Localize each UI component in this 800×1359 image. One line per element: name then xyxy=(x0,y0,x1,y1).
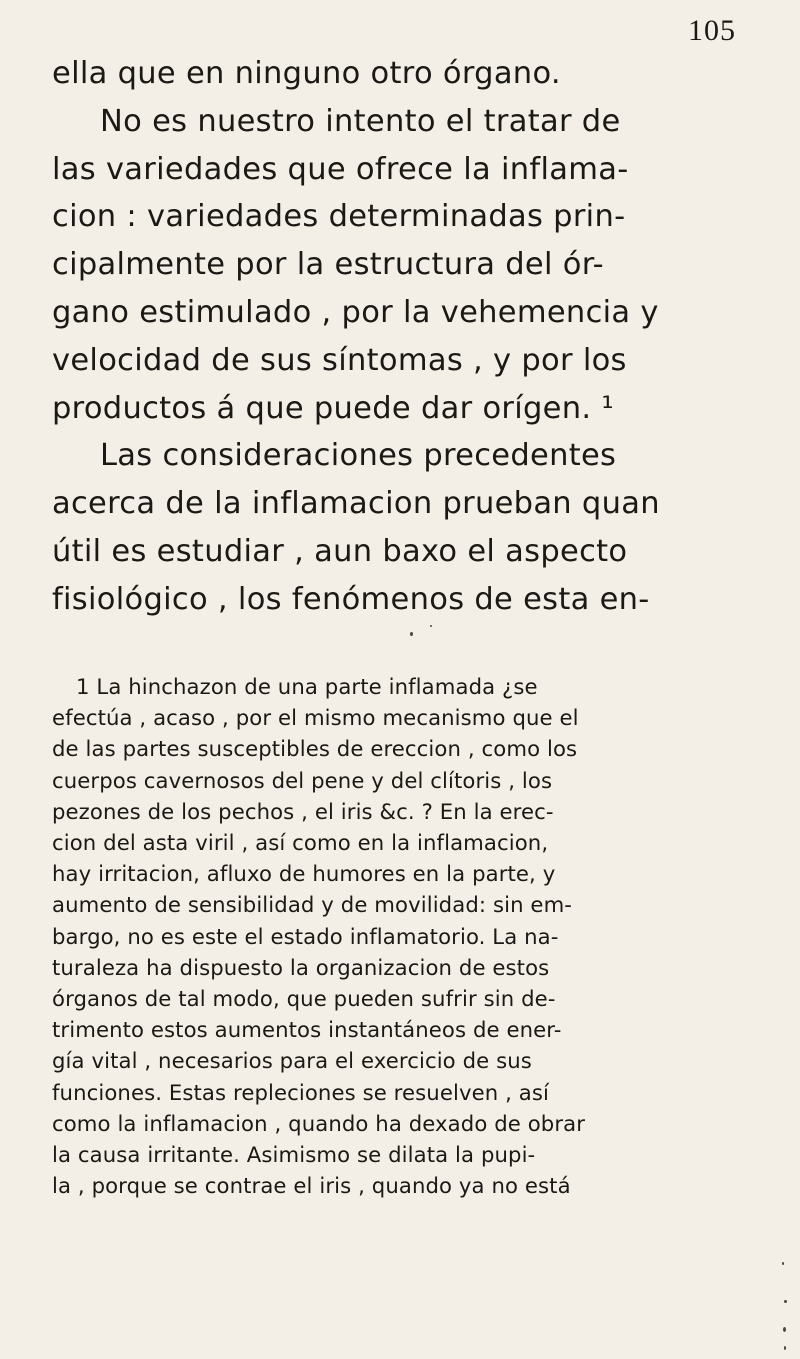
footnote-line: bargo, no es este el estado inflamatorio. La na- xyxy=(52,923,559,949)
ink-speck xyxy=(784,1300,787,1303)
ink-speck xyxy=(784,1346,786,1350)
footnote-line: cion del asta viril , así como en la inflamacion, xyxy=(52,830,549,856)
text-line: ella que en ninguno otro órgano. xyxy=(52,56,561,91)
ink-speck xyxy=(783,1327,786,1332)
text-line: acerca de la inflamacion prueban quan xyxy=(52,486,660,522)
footnote-line: pezones de los pechos , el iris &c. ? En la erec- xyxy=(52,798,554,824)
footnote-line: de las partes susceptibles de ereccion , como los xyxy=(52,736,578,762)
page-number: 105 xyxy=(688,14,736,47)
footnote-line: hay irritacion, afluxo de humores en la parte, y xyxy=(52,861,556,887)
text-line: gano estimulado , por la vehemencia y xyxy=(52,294,659,330)
footnote xyxy=(52,671,767,1201)
text-line: útil es estudiar , aun baxo el aspecto xyxy=(52,533,628,569)
footnote-line: aumento de sensibilidad y de movilidad: sin em- xyxy=(52,892,573,918)
footnote-line: trimento estos aumentos instantáneos de ener- xyxy=(52,1017,562,1043)
text-line: las variedades que ofrece la inflama- xyxy=(52,151,629,187)
text-line: cion : variedades determinadas prin- xyxy=(52,199,626,235)
footnote-line: la , porque se contrae el iris , quando ya no está xyxy=(52,1173,571,1199)
text-line: cipalmente por la estructura del ór- xyxy=(52,247,604,283)
footnote-line: 1 La hinchazon de una parte inflamada ¿se xyxy=(76,674,538,699)
footnote-line: turaleza ha dispuesto la organizacion de estos xyxy=(52,954,550,980)
ink-speck xyxy=(430,625,432,627)
footnote-line: cuerpos cavernosos del pene y del clítoris , los xyxy=(52,767,553,793)
text-line: Las consideraciones precedentes xyxy=(100,438,617,474)
footnote-line: la causa irritante. Asimismo se dilata la pupi- xyxy=(52,1142,536,1168)
footnote-line: gía vital , necesarios para el exercicio de sus xyxy=(52,1048,532,1074)
main-text xyxy=(52,50,762,624)
ink-speck xyxy=(410,632,413,636)
text-line: No es nuestro intento el tratar de xyxy=(100,103,621,139)
text-line: velocidad de sus síntomas , y por los xyxy=(52,342,627,378)
footnote-line: como la inflamacion , quando ha dexado de obrar xyxy=(52,1110,586,1136)
text-line: productos á que puede dar orígen. ¹ xyxy=(52,390,614,426)
footnote-line: funciones. Estas repleciones se resuelven , así xyxy=(52,1079,549,1105)
footnote-line: órganos de tal modo, que pueden sufrir sin de- xyxy=(52,986,556,1012)
text-line: fisiológico , los fenómenos de esta en- xyxy=(52,581,650,617)
footnote-line: efectúa , acaso , por el mismo mecanismo que el xyxy=(52,705,579,731)
ink-speck xyxy=(782,1262,784,1265)
